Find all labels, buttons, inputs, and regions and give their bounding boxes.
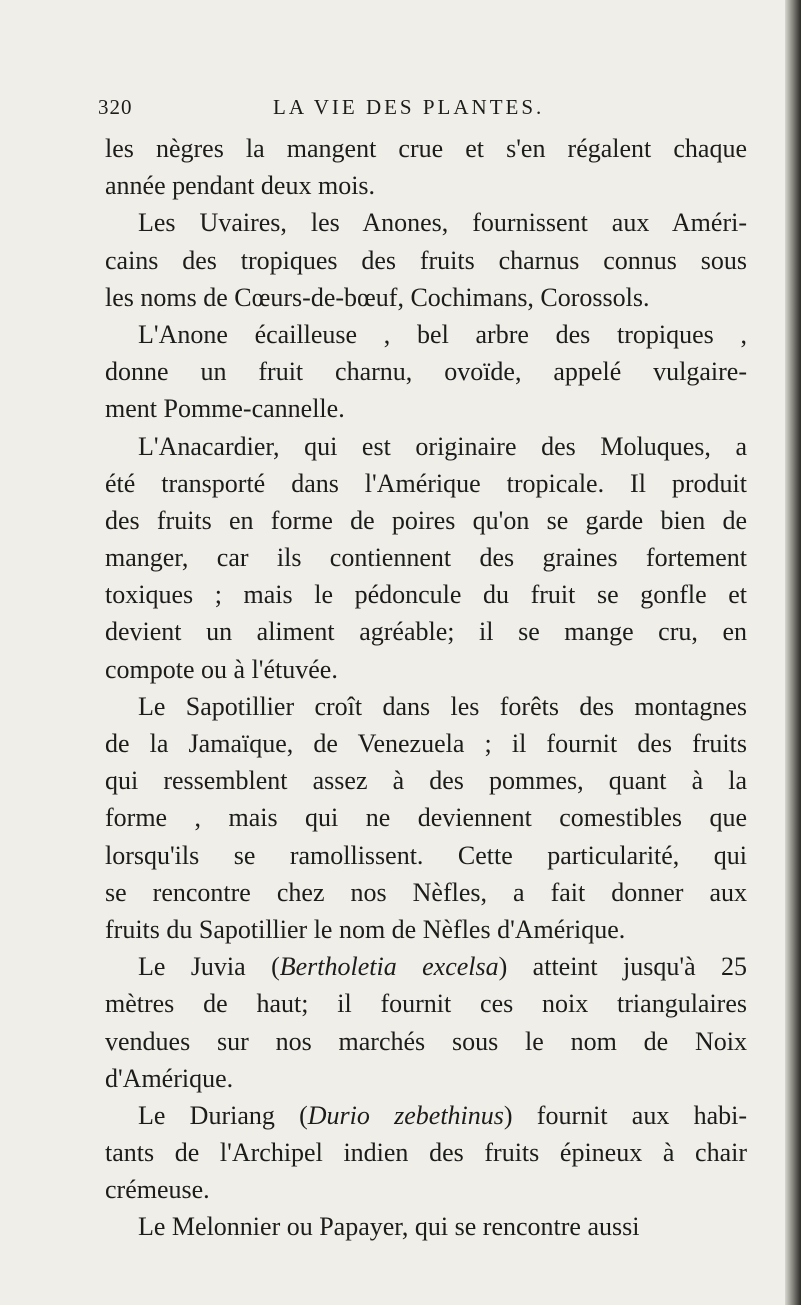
page-gutter [785, 0, 801, 1305]
text-line: été transporté dans l'Amérique tropicale. Il produit [105, 468, 747, 498]
text-line: L'Anone écailleuse , bel arbre des tropiques , [138, 319, 747, 349]
text-line: les noms de Cœurs-de-bœuf, Cochimans, Corossols. [105, 282, 650, 312]
juvia-post: ) atteint jusqu'à 25 [498, 952, 747, 982]
page-number: 320 [98, 95, 133, 119]
text-line: compote ou à l'étuvée. [105, 654, 338, 684]
text-line: Le Melonnier ou Papayer, qui se rencontre aussi [138, 1212, 640, 1242]
text-line: vendues sur nos marchés sous le nom de Noix [105, 1026, 747, 1056]
text-line: toxiques ; mais le pédoncule du fruit se gonfle et [105, 580, 747, 610]
text-line-duriang [105, 1097, 747, 1134]
text-line: crémeuse. [105, 1175, 210, 1205]
text-line: forme , mais qui ne deviennent comestibles que [105, 803, 747, 833]
text-line: se rencontre chez nos Nèfles, a fait donner aux [105, 877, 747, 907]
duriang-post: ) fournit aux habi- [503, 1100, 747, 1130]
page-header [98, 95, 748, 125]
text-line: Le Sapotillier croît dans les forêts des montagnes [138, 691, 747, 721]
text-line: ment Pomme-cannelle. [105, 394, 345, 424]
juvia-latin-name: Bertholetia excelsa [279, 952, 499, 982]
text-line: qui ressemblent assez à des pommes, quant à la [105, 766, 747, 796]
text-line: les nègres la mangent crue et s'en régalent chaque [105, 134, 747, 163]
text-line: d'Amérique. [105, 1063, 234, 1093]
running-title: LA VIE DES PLANTES. [273, 95, 545, 119]
text-line: des fruits en forme de poires qu'on se garde bien de [105, 505, 747, 535]
text-line: fruits du Sapotillier le nom de Nèfles d'Amérique. [105, 914, 626, 944]
text-line: manger, car ils contiennent des graines fortement [105, 543, 747, 573]
body-text [105, 130, 747, 1246]
duriang-pre: Le Duriang ( [138, 1100, 308, 1130]
text-line: lorsqu'ils se ramollissent. Cette particularité, qui [105, 840, 747, 870]
text-line: L'Anacardier, qui est originaire des Moluques, a [138, 431, 747, 461]
text-line: donne un fruit charnu, ovoïde, appelé vulgaire- [105, 357, 747, 387]
text-line-juvia [105, 948, 747, 985]
text-line: devient un aliment agréable; il se mange cru, en [105, 617, 747, 647]
text-line: cains des tropiques des fruits charnus connus sous [105, 245, 747, 275]
text-line: de la Jamaïque, de Venezuela ; il fournit des fruits [105, 729, 747, 758]
duriang-latin-name: Durio zebethinus [307, 1100, 504, 1130]
text-line: Les Uvaires, les Anones, fournissent aux Améri- [138, 208, 747, 238]
text-line: tants de l'Archipel indien des fruits épineux à chair [105, 1138, 747, 1168]
juvia-pre: Le Juvia ( [138, 952, 280, 982]
text-line: mètres de haut; il fournit ces noix triangulaires [105, 989, 747, 1019]
text-line: année pendant deux mois. [105, 171, 376, 201]
